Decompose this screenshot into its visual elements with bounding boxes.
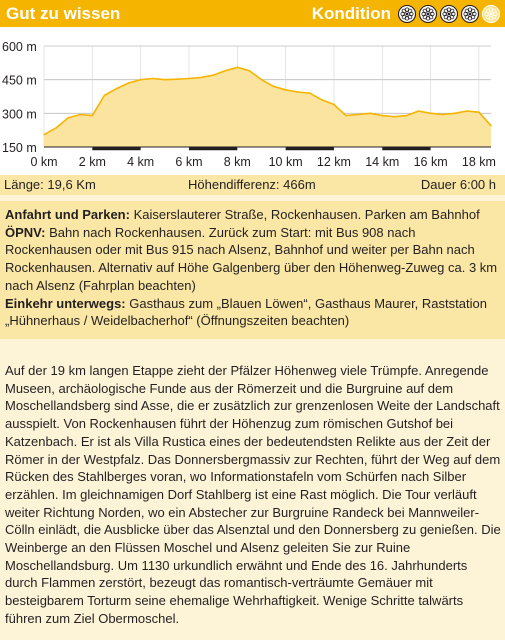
elevation-point [152,78,153,79]
elevation-point [176,79,177,80]
elevation-point [237,67,238,68]
elevation-point [490,125,491,126]
description-paragraph: Auf der 19 km langen Etappe zieht der Pfälzer Höhenweg viele Trümpfe. Anregende Museen, archäologische Funde aus der Römerzeit und die Burgruine auf dem Moschellandsberg sind Asse, die er zusätzlich zur grenzenlosen Weite der Landschaft ausspielt. Von Rockenhausen führt der Höhenzug zum römischen Gutshof bei Katzenbach. Er ist als Villa Rustica eines der bedeutendsten Relikte aus der Zeit der Römer in der Westpfalz. Das Donnersbergmassiv zur Rechten, führt der Weg auf dem Rücken des Stahlberges voran, wo Informationstafeln vom Schürfen nach Silber erzählen. Im gleichnamigen Dorf Stahlberg ist eine Rast möglich. Die Tour verläuft weiter Richtung Norden, wo ein Abstecher zur Burgruine Randeck bei Mannweiler-Cölln einlädt, die Ausblicke über das Alsenztal und den Donnersberg zu genießen. Die Weinberge an den Flüssen Moschel und Alsenz geleiten Sie zur Ruine Moschellandsburg. Um 1130 urkundlich erwähnt und Ende des 16. Jahrhunderts durch Flammen zerstört, bezeugt das romantisch-verträumte Gemäuer mit besteigbarem Torturm seine ehemalige Wehrhaftigkeit. Wenige Schritte talwärts führen zum Ziel Obermoschel. [5,363,501,626]
elevation-point [345,115,346,116]
rating-dot-filled-icon [397,4,417,24]
elevation-point [249,70,250,71]
elevation-point [92,115,93,116]
x-tick-label: 0 km [30,155,58,169]
info-anfahrt-text: Kaiserslauterer Straße, Rockenhausen. Parken am Bahnhof [129,207,480,222]
elevation-point [225,70,226,71]
elevation-point [370,113,371,114]
elevation-point [43,134,44,135]
info-einkehr-label: Einkehr unterwegs: [5,295,126,311]
elevation-point [273,86,274,87]
rating-dot-filled-icon [439,4,459,24]
elevation-point [68,117,69,118]
elevation-point [442,114,443,115]
rating-dot-filled-icon [418,4,438,24]
difficulty-rating [312,4,501,24]
elevation-point [478,112,479,113]
y-tick-label: 150 m [2,141,37,155]
info-einkehr-text: Gasthaus zum „Blauen Löwen“, Gasthaus Maurer, Raststation „Hühnerhaus / Weidelbacherhof“ (Öffnungszeiten beachten) [5,295,487,329]
section-title: Gut zu wissen [6,3,121,23]
elevation-point [104,95,105,96]
elevation-point [357,114,358,115]
x-tick-label: 10 km [268,155,303,169]
elevation-point [116,88,117,89]
rating-dot-filled-icon [460,4,480,24]
y-tick-label: 600 m [2,40,37,54]
stat-duration: Dauer 6:00 h [420,177,496,192]
x-tick-label: 8 km [223,155,251,169]
x-tick-label: 14 km [365,155,400,169]
elevation-point [285,89,286,90]
stat-elevation: Höhendifferenz: 466m [188,177,316,192]
x-tick-label: 18 km [461,155,496,169]
elevation-point [406,115,407,116]
elevation-point [297,91,298,92]
elevation-point [382,115,383,116]
elevation-point [200,77,201,78]
elevation-point [188,78,189,79]
y-tick-label: 450 m [2,73,37,88]
elevation-point [80,114,81,115]
rating-dots [396,4,501,24]
x-tick-label: 6 km [175,155,203,169]
x-tick-label: 12 km [316,155,351,169]
x-tick-label: 2 km [78,155,106,169]
info-oepnv-text: Bahn nach Rockenhausen. Zurück zum Start: mit Bus 908 nach Rockenhausen oder mit Bus 915 nach Alsenz, Bahnhof und weiter per Bahn nach Rockenhausen. Alternativ auf Höhe Galgenberg über den Höhenweg-Zuweg ca. 3 km nach Alsenz (Fahrplan beachten) [5,224,498,293]
info-anfahrt [5,206,501,224]
tour-description [0,362,505,628]
elevation-point [333,104,334,105]
y-tick-label: 300 m [2,107,37,122]
header-bar [0,0,505,27]
elevation-point [140,79,141,80]
info-einkehr [5,295,501,330]
elevation-chart [0,27,505,175]
tour-stats [0,175,505,195]
elevation-point [164,79,165,80]
info-anfahrt-label: Anfahrt und Parken: [5,207,130,222]
elevation-point [466,110,467,111]
x-tick-label: 4 km [127,155,155,169]
elevation-point [309,92,310,93]
elevation-point [321,99,322,100]
info-oepnv-label: ÖPNV: [5,224,46,240]
elevation-point [394,116,395,117]
rating-dot-empty-icon [481,4,501,24]
elevation-point [418,110,419,111]
elevation-area [44,67,491,147]
elevation-point [454,113,455,114]
difficulty-label: Kondition [311,3,391,23]
elevation-point [261,79,262,80]
elevation-point [55,127,56,128]
elevation-profile [0,27,505,175]
info-box [0,201,505,339]
x-tick-label: 16 km [413,155,448,169]
elevation-point [212,75,213,76]
stat-length: Länge: 19,6 Km [4,177,96,192]
elevation-point [128,82,129,83]
elevation-point [430,113,431,114]
info-oepnv [5,224,501,295]
